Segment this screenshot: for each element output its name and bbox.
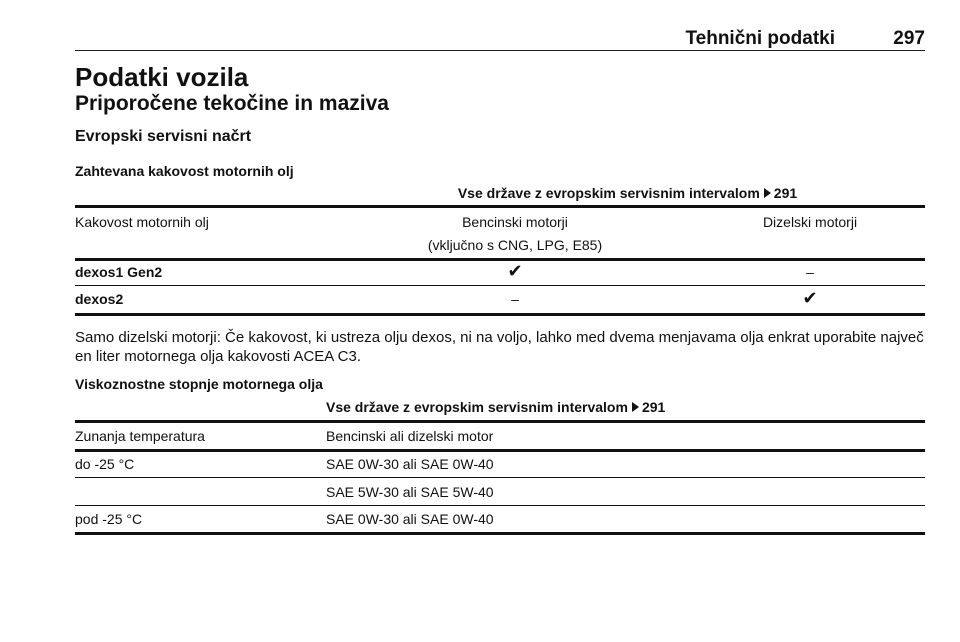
column-header: Kakovost motornih olj	[75, 214, 209, 230]
column-header: Bencinski motorji	[462, 214, 568, 230]
table-rule	[75, 420, 925, 423]
page-header	[75, 28, 925, 52]
table-rule	[75, 477, 925, 478]
diesel-note: Samo dizelski motorji: Če kakovost, ki ustreza olju dexos, ni na voljo, lahko med dvema menjavama olja enkrat uporabite največ en liter motornega olja kakovosti ACEA C3.	[75, 329, 924, 365]
temperature-cell: pod -25 °C	[75, 511, 143, 527]
temperature-cell: do -25 °C	[75, 456, 135, 472]
table-rule	[75, 313, 925, 316]
section-heading: Priporočene tekočine in maziva	[75, 92, 389, 115]
subsection-heading: Evropski servisni načrt	[75, 128, 252, 145]
page-reference[interactable]: 291	[773, 185, 798, 201]
table2-super-header: Vse države z evropskim servisnim intervalom 291	[326, 399, 666, 415]
table-row-label: dexos1 Gen2	[75, 264, 163, 280]
dash-mark: –	[806, 264, 814, 280]
table-rule	[75, 505, 925, 506]
check-icon: ✔	[507, 261, 523, 281]
column-header: Zunanja temperatura	[75, 428, 205, 444]
table-rule	[75, 449, 925, 452]
reference-arrow-icon	[632, 402, 639, 412]
column-header: Bencinski ali dizelski motor	[326, 428, 494, 444]
table-rule	[75, 532, 925, 535]
oil-grade-cell: SAE 0W-30 ali SAE 0W-40	[326, 456, 494, 472]
page-reference[interactable]: 291	[641, 399, 666, 415]
table-rule	[75, 205, 925, 208]
page-title: Podatki vozila	[75, 62, 249, 92]
column-header-note: (vključno s CNG, LPG, E85)	[427, 237, 603, 253]
page-number: 297	[893, 28, 925, 49]
check-icon: ✔	[802, 288, 818, 308]
oil-grade-cell: SAE 5W-30 ali SAE 5W-40	[326, 484, 494, 500]
table-row-label: dexos2	[75, 291, 124, 307]
column-header: Dizelski motorji	[762, 214, 858, 230]
table-rule	[75, 285, 925, 286]
table2-title: Viskoznostne stopnje motornega olja	[75, 376, 323, 392]
oil-grade-cell: SAE 0W-30 ali SAE 0W-40	[326, 511, 494, 527]
dash-mark: –	[511, 291, 519, 307]
section-title: Tehnični podatki	[685, 28, 835, 49]
reference-arrow-icon	[764, 188, 771, 198]
table1-super-header: Vse države z evropskim servisnim intervalom 291	[457, 185, 798, 201]
header-divider	[75, 50, 925, 51]
table1-title: Zahtevana kakovost motornih olj	[75, 163, 294, 179]
